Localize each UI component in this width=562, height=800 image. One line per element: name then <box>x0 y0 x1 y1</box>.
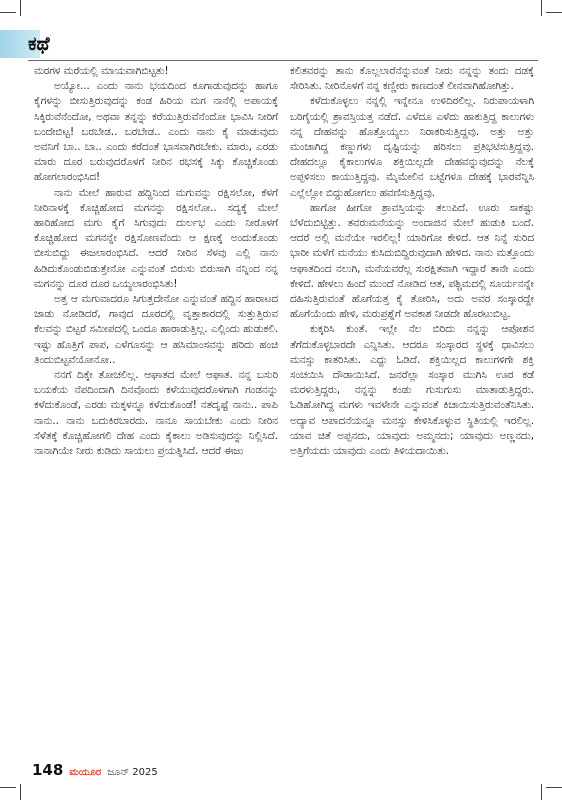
issue-date: ಜೂನ್ 2025 <box>107 767 158 778</box>
page-number: 148 <box>32 761 64 779</box>
paragraph: ಕಲಿತವರನ್ನು ತಾನು ಕೊಲ್ಲಲಾರೆನೆನ್ನುವಂತೆ ನೀರು ನನ್ನನ್ನು ತಂದು ದಡಕ್ಕೆ ಸೇರಿಸಿತು. ನೀರಿನೊಳಗೆ ನನ್ನ ಕಣ್ಣೀರು ಕಾಣದಂತೆ ಲೀನವಾಗಿಹೋಗಿತ್ತು. <box>290 65 534 93</box>
paragraph: ಅತ್ತ ಆ ಮಗುವಾದರೂ ಸಿಗುತ್ತದೇನೋ ಎನ್ನುವಂತೆ ಹದ್ದಿನ ಹಾರಾಟದ ಜಾಡು ನೋಡಿದರೆ, ಗಾವುದ ದೂರದಲ್ಲಿ ವೃತ್ತಾಕಾರದಲ್ಲಿ ಸುತ್ತುತ್ತಿರುವ ಕೆಲವನ್ನು ಬಿಟ್ಟರೆ ಸಮೀಪದಲ್ಲಿ ಒಂದೂ ಹಾರಾಡುತ್ತಿಲ್ಲ. ಎಲ್ಲಿಂದು ಹುಡುಕಲಿ. ಇಷ್ಟು ಹೊತ್ತಿಗೆ ಪಾಪ, ಎಳೆಗೂಸನ್ನು ಆ ಹಸಿಮಾಂಸವನ್ನು ಹರಿದು ಹಂಚಿ ತಿಂದುಬಿಟ್ಟವೆಯೋನೋ.. <box>34 293 278 366</box>
paragraph: ನನಗೆ ದಿಕ್ಕೇ ತೋಚಲಿಲ್ಲ. ಆಘಾತದ ಮೇಲೆ ಆಘಾತ. ನನ್ನ ಬಸುರಿ ಬಯಕೆಯ ನೆಪದಿಂದಾಗಿ ದಿನವೊಂದು ಕಳೆಯುವುದರೊಳಗಾಗಿ ಗಂಡನನ್ನು ಕಳೆದುಕೊಂಡೆ, ಎರಡು ಮಕ್ಕಳನ್ನೂ ಕಳೆದುಕೊಂಡೆ! ನತದೃಷ್ಟೆ ನಾನು.. ಪಾಪಿ ನಾನು.. ನಾನು ಬದುಕಿರಬಾರದು. ನಾನೂ ಸಾಯಬೇಕು ಎಂದು ನೀರಿನ ಸೆಳೆತಕ್ಕೆ ಕೊಚ್ಚಿಹೋಗಲಿ ದೇಹ ಎಂದು ಕೈಕಾಲು ಅಡಿಸುವುದನ್ನು ನಿಲ್ಲಿಸಿದೆ. ನಾನಾಗಿಯೇ ನೀರು ಕುಡಿದು ಸಾಯಲು ಪ್ರಯತ್ನಿಸಿದೆ. ಆದರೆ ಈಜು <box>34 369 278 458</box>
left-column <box>34 64 278 459</box>
paragraph: ಕುಕ್ಕರಿಸಿ ಕುಂತೆ. ಇಲ್ಲೇ ನೆಲ ಬಿರಿದು ನನ್ನನ್ನು ಆಪೋಶನ ತೆಗೆದುಕೊಳ್ಳಬಾರದೇ ಎನ್ನಿಸಿತು. ಆದರೂ ಸಂಸ್ಕಾರದ ಸ್ಥಳಕ್ಕೆ ಧಾವಿಸಲು ಮನಸ್ಸು ಕಾತರಿಸಿತು. ಎದ್ದು ಓಡಿದೆ. ಶಕ್ತಿಯಿಲ್ಲದ ಕಾಲುಗಳಿಗೇ ಶಕ್ತಿ ಸಂಚಯಿಸಿ ದೌಡಾಯಿಸಿದೆ. ಜನರೆಲ್ಲಾ ಸಂಸ್ಕಾರ ಮುಗಿಸಿ ಊರ ಕಡೆ ಮರಳುತ್ತಿದ್ದರು, ನನ್ನನ್ನು ಕಂಡು ಗುಸುಗುಸು ಮಾತಾಡುತ್ತಿದ್ದರು. ಓಡಿಹೋಗಿದ್ದ ಮಗಳು ಇವಳೇನೇ ಎನ್ನುವಂತೆ ಕಿಚಾಯಿಸುತ್ತಿರುವಂತೆನಿಸಿತು. ಅದ್ಯಾವ ಆಪಾದನೆಯನ್ನೂ ಮನಸ್ಸು ಕೇಳಿಸಿಕೊಳ್ಳುವ ಸ್ಥಿತಿಯಲ್ಲಿ ಇರಲಿಲ್ಲ. ಯಾವ ಚಿತೆ ಅಪ್ಪನದು, ಯಾವುದು ಅಮ್ಮನದು; ಯಾವುದು ಅಣ್ಣನದು, ಅತ್ತಿಗೆಯದು ಯಾವುದು ಎಂದು ತಿಳಿಯದಾಯಿತು. <box>290 323 534 458</box>
magazine-name: ಮಯೂರ <box>69 767 102 778</box>
section-label: ಕಥೆ <box>28 33 50 55</box>
header-rule <box>28 60 538 61</box>
page-footer <box>32 761 158 779</box>
right-column <box>290 64 534 459</box>
paragraph: ಮರಗಳ ಮರೆಯಲ್ಲಿ ಮಾಯವಾಗಿಬಿಟ್ಟತು! <box>34 65 169 77</box>
paragraph: ಹಾಗೋ ಹೀಗೋ ಶ್ರಾವಸ್ತಿಯನ್ನು ತಲುಪಿದೆ. ಊರು ಸಾಕಷ್ಟು ಬೆಳೆದುಬಿಟ್ಟಿತ್ತು. ತವರುಮನೆಯನ್ನು ಅಂದಾಜಿನ ಮೇಲೆ ಹುಡುಕಿ ಬಂದೆ. ಆದರೆ ಅಲ್ಲಿ ಮನೆಯೇ ಇರಲಿಲ್ಲ! ಯಾರಿಗೋ ಕೇಳಿದೆ. ಆತ ನಿನ್ನೆ ಸುರಿದ ಭಾರೀ ಮಳೆಗೆ ಮನೆಯು ಕುಸಿದುಬಿದ್ದಿರುವುದಾಗಿ ಹೇಳಿದ. ನಾನು ಮತ್ತೊಂದು ಆಘಾತದಿಂದ ನಲುಗಿ, ಮನೆಯವರೆಲ್ಲ ಸುರಕ್ಷಿತವಾಗಿ ಇದ್ದಾರೆ ತಾನೇ ಎಂದು ಕೇಳಿದೆ. ಹೇಳಲು ಹಿಂದೆ ಮುಂದೆ ನೋಡಿದ ಆತ, ಪಶ್ಚಿಮದಲ್ಲಿ ಸೂರ್ಯನನ್ನೇ ದಹಿಸುತ್ತಿರುವಂತೆ ಹೊಗೆಯತ್ತ ಕೈ ತೋರಿಸಿ, ಅದು ಅವರ ಸಂಸ್ಕಾರದ್ದೇ ಹೊಗೆಯೆಂದು ಹೇಳಿ, ಮರುಪ್ರಶ್ನೆಗೆ ಅವಕಾಶ ನೀಡದೇ ಹೊರಟುಬಿಟ್ಟ. <box>290 201 534 321</box>
paragraph: ನಾನು ಮೇಲೆ ಹಾರುವ ಹದ್ದಿನಿಂದ ಮಗುವನ್ನು ರಕ್ಷಿಸಲೋ, ಕೆಳಗೆ ನೀರಿನಾಳಕ್ಕೆ ಕೊಚ್ಚಿಹೋದ ಮಗನನ್ನು ರಕ್ಷಿಸಲೋ.. ಸದ್ಯಕ್ಕೆ ಮೇಲೆ ಹಾರಿಹೋದ ಮಗು ಕೈಗೆ ಸಿಗುವುದು ದುರ್ಲಭ ಎಂದು ನೀರೊಳಗೆ ಕೊಚ್ಚಿಹೋದ ಮಗನನ್ನೇ ರಕ್ಷಿಸೋಣವೆಂದು ಆ ಕ್ಷಣಕ್ಕೆ ಅಂದುಕೊಂಡು ಬೀಸುಬಿದ್ದು ಈಜಲಾರಂಭಿಸಿದೆ. ಆದರೆ ನೀರಿನ ಸೆಳವು ಎಲ್ಲಿ ನಾನು ಹಿಡಿದುಕೊಂಡುಬಿಡುತ್ತೇನೋ ಎನ್ನುವಂತೆ ಬಿರುಸು ಬಿರುಸಾಗಿ ನನ್ನಿಂದ ನನ್ನ ಮಗನನ್ನು ದೂರ ದೂರ ಒಯ್ಯಲಾರಂಭಿಸಿತು! <box>34 186 278 290</box>
paragraph: ಕಳೆದುಕೊಳ್ಳಲು ನನ್ನಲ್ಲಿ ಇನ್ನೇನೂ ಉಳಿದಿರಲಿಲ್ಲ. ನಿರುಪಾಯಳಾಗಿ ಬರಿಗೈಯಲ್ಲಿ ಶ್ರಾವಸ್ತಿಯತ್ತ ನಡೆದೆ. ಎಳೆದೂ ಎಳೆದು ಹಾಕುತ್ತಿದ್ದ ಕಾಲುಗಳು ನನ್ನ ದೇಹವನ್ನು ಹೊತ್ತೊಯ್ಯಲು ನಿರಾಕರಿಸುತ್ತಿದ್ದವು. ಅತ್ತು ಅತ್ತು ಮಂಜಾಗಿದ್ದ ಕಣ್ಣುಗಳು ದೃಷ್ಟಿಯನ್ನು ಹರಿಸಲು ಪ್ರತಿಭಟಿಸುತ್ತಿದ್ದವು. ದೇಹದಲ್ಲೂ ಕೈಕಾಲುಗಳೂ ಶಕ್ತಿಯಿಲ್ಲದೇ ದೇಹವನ್ನುವುದನ್ನು ನೆಲಕ್ಕೆ ಅಪ್ಪಳಿಸಲು ಕಾಯುತ್ತಿದ್ದವು. ಮೈಮೇಲಿನ ಬಟ್ಟೆಗಳೂ ದೇಹಕ್ಕೆ ಭಾರವೆನ್ನಿಸಿ ಎಲ್ಲೆಲ್ಲೋ ಬಿದ್ದುಹೋಗಲು ಹವಣಿಸುತ್ತಿದ್ದವು. <box>290 95 534 199</box>
paragraph: ಅಯ್ಯೋ... ಎಂದು ನಾನು ಭಯದಿಂದ ಕೂಗಾಡುವುದನ್ನು ಹಾಗೂ ಕೈಗಳನ್ನು ಬೀಸುತ್ತಿರುವುದನ್ನು ಕಂಡ ಹಿರಿಯ ಮಗ ನಾನೆಲ್ಲಿ ಅಪಾಯಕ್ಕೆ ಸಿಕ್ಕಿರುವೆನೆಂದೋ, ಅಥವಾ ತನ್ನನ್ನು ಕರೆಯುತ್ತಿರುವೆನೆಂದೋ ಭಾವಿಸಿ ನೀರಿಗೆ ಬಂದೇಬಿಟ್ಟ! ಬರಬೇಡ.. ಬರಬೇಡ.. ಎಂದು ನಾನು ಕೈ ಮಾಡುವುದು ಅವನಿಗೆ ಬಾ.. ಬಾ.. ಎಂದು ಕರೆದಂತೆ ಭಾಸವಾಗಿರಬೇಕು. ಮಾರು, ಎರಡು ಮಾರು ದೂರ ಬರುವುದರೊಳಗೆ ನೀರಿನ ರಭಸಕ್ಕೆ ಸಿಕ್ಕು ಕೊಚ್ಚಿಕೊಂಡು ಹೋಗಲಾರಂಭಿಸಿದ! <box>34 80 278 184</box>
